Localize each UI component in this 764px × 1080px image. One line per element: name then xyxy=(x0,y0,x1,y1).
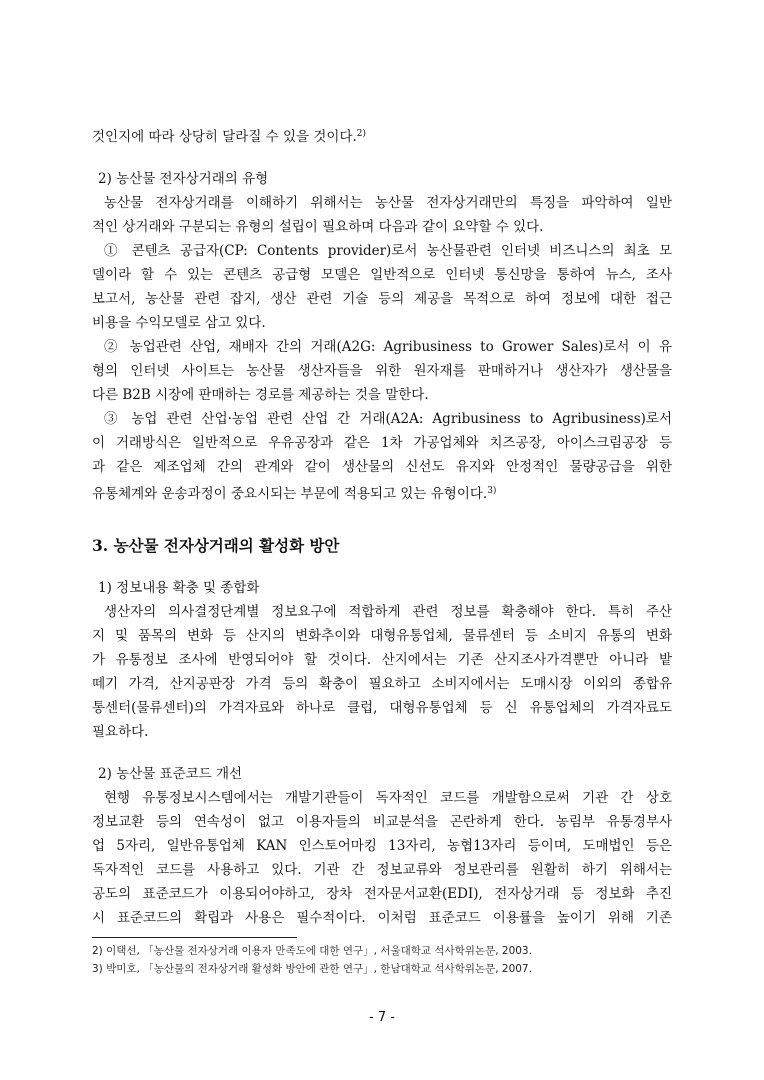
footnote: 2) 이택선, 「농산물 전자상거래 이용자 만족도에 대한 연구」, 서울대학교 석사학위논문, 2003. xyxy=(92,945,532,957)
list-item-line: 비용을 수익모델로 삼고 있다. xyxy=(92,315,266,331)
paragraph-line: 공도의 표준코드가 이용되어야하고, 장차 전자문서교환(EDI), 전자상거래 등 정보화 추진 xyxy=(92,886,672,902)
footnote: 3) 박미호, 「농산물의 전자상거래 활성화 방안에 관한 연구」, 한남대학교 석사학위논문, 2007. xyxy=(92,963,532,975)
paragraph-line: 가 유통정보 조사에 반영되어야 할 것이다. 산지에서는 기존 산지조사가격뿐만 아니라 밭 xyxy=(92,652,672,668)
list-item-line: ③ 농업 관련 산업·농업 관련 산업 간 거래(A2A: Agribusiness to Agribusiness)로서 xyxy=(104,411,672,427)
footnote-marker: 3) xyxy=(487,486,497,496)
paragraph-line: 필요하다. xyxy=(92,724,149,740)
paragraph-line: 현행 유통정보시스템에서는 개발기관들이 독자적인 코드를 개발함으로써 기관 간 상호 xyxy=(104,790,672,806)
paragraph-line: 농산물 전자상거래를 이해하기 위해서는 농산물 전자상거래만의 특징을 파악하여 일반 xyxy=(104,195,672,211)
footnote-divider xyxy=(92,937,297,938)
paragraph-line: 시 표준코드의 확립과 사용은 필수적이다. 이처럼 표준코드 이용률을 높이기 위해 기존 xyxy=(92,910,672,926)
list-item-line: 과 같은 제조업체 간의 관계와 같이 생산물의 신선도 유지와 안정적인 물량공급을 위한 xyxy=(92,459,672,475)
continuation-line: 것인지에 따라 상당히 달라질 수 있을 것이다.$^{2)}$ xyxy=(92,129,367,145)
paragraph-line: 생산자의 의사결정단계별 정보요구에 적합하게 관련 정보를 확충해야 한다. 특히 주산 xyxy=(104,604,672,620)
footnote-marker: 2) xyxy=(356,129,367,139)
subsection-heading: 2) 농산물 표준코드 개선 xyxy=(98,766,243,782)
list-item-line: 이 거래방식은 일반적으로 우유공장과 같은 1차 가공업체와 치즈공장, 아이스크림공장 등 xyxy=(92,435,672,451)
list-item-line: 유통체계와 운송과정이 중요시되는 부문에 적용되고 있는 유형이다.$^{3)}$ xyxy=(92,486,497,502)
paragraph-line: 정보교환 등의 연속성이 없고 이용자들의 비교분석을 곤란하게 한다. 농림부 유통경부사 xyxy=(92,814,672,830)
list-item-line: ② 농업관련 산업, 재배자 간의 거래(A2G: Agribusiness to Grower Sales)로서 이 유 xyxy=(104,339,672,355)
paragraph-line: 업 5자리, 일반유통업체 KAN 인스토어마킹 13자리, 농협13자리 등이며, 도매법인 등은 xyxy=(92,838,672,854)
paragraph-line: 떼기 가격, 산지공판장 가격 등의 확충이 필요하고 소비지에서는 도매시장 이외의 종합유 xyxy=(92,676,672,692)
section-title: 3. 농산물 전자상거래의 활성화 방안 xyxy=(92,536,340,555)
subsection-heading: 1) 정보내용 확충 및 종합화 xyxy=(98,580,260,596)
list-item-line: 보고서, 농산물 관련 잡지, 생산 관련 기술 등의 제공을 목적으로 하여 정보에 대한 접근 xyxy=(92,291,672,307)
subsection-heading: 2) 농산물 전자상거래의 유형 xyxy=(98,171,269,187)
page-number: - 7 - xyxy=(369,1010,395,1025)
paragraph-line: 지 및 품목의 변화 등 산지의 변화추이와 대형유통업체, 물류센터 등 소비지 유통의 변화 xyxy=(92,628,672,644)
paragraph-line: 독자적인 코드를 사용하고 있다. 기관 간 정보교류와 정보관리를 원활히 하기 위해서는 xyxy=(92,862,672,878)
list-item-line: 형의 인터넷 사이트는 농산물 생산자들을 위한 원자재를 판매하거나 생산자가 생산물을 xyxy=(92,363,672,379)
list-item-line: ① 콘텐츠 공급자(CP: Contents provider)로서 농산물관련 인터넷 비즈니스의 최초 모 xyxy=(104,243,672,259)
list-item-line: 델이라 할 수 있는 콘텐츠 공급형 모델은 일반적으로 인터넷 통신망을 통하여 뉴스, 조사 xyxy=(92,267,672,283)
paragraph-line: 통센터(물류센터)의 가격자료와 하나로 클럽, 대형유통업체 등 신 유통업체의 가격자료도 xyxy=(92,700,672,716)
paragraph-line: 적인 상거래와 구분되는 유형의 설립이 필요하며 다음과 같이 요약할 수 있다. xyxy=(92,219,544,235)
list-item-line: 다른 B2B 시장에 판매하는 경로를 제공하는 것을 말한다. xyxy=(92,387,429,403)
